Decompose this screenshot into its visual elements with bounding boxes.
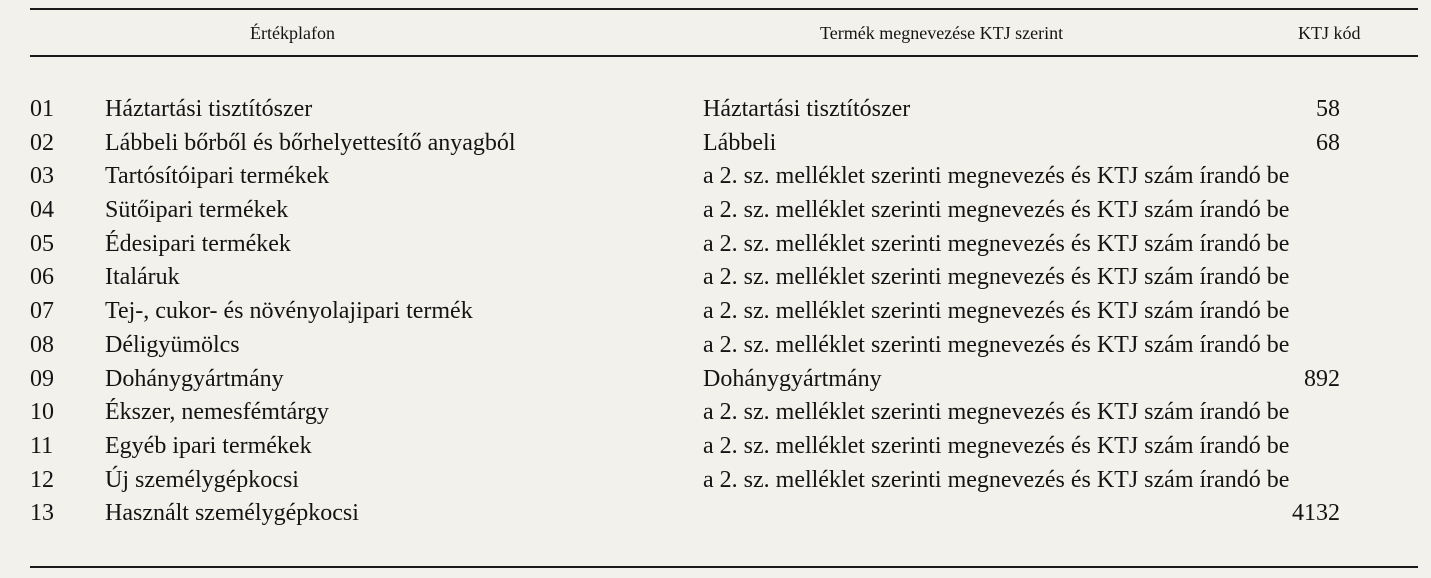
table-row [0, 464, 1431, 498]
row-ertekplafon: Tartósítóipari termékek [105, 163, 330, 190]
table-row [0, 261, 1431, 295]
row-number: 02 [30, 129, 54, 156]
row-termek: a 2. sz. melléklet szerinti megnevezés és KTJ szám írandó be [703, 163, 1290, 190]
row-ertekplafon: Tej-, cukor- és növényolajipari termék [105, 298, 473, 325]
row-number: 04 [30, 197, 54, 224]
row-ertekplafon: Egyéb ipari termékek [105, 432, 312, 459]
row-number: 07 [30, 298, 54, 325]
row-termek: a 2. sz. melléklet szerinti megnevezés és KTJ szám írandó be [703, 331, 1290, 358]
table-row [0, 194, 1431, 228]
row-termek: a 2. sz. melléklet szerinti megnevezés és KTJ szám írandó be [703, 264, 1290, 291]
table-row [0, 363, 1431, 397]
table-row [0, 93, 1431, 127]
table-row [0, 228, 1431, 262]
row-number: 06 [30, 264, 54, 291]
row-ertekplafon: Édesipari termékek [105, 230, 291, 257]
row-number: 13 [30, 500, 54, 527]
row-ertekplafon: Dohánygyártmány [105, 365, 284, 392]
row-termek: Dohánygyártmány [703, 365, 882, 392]
row-ertekplafon: Sütőipari termékek [105, 197, 289, 224]
table-row [0, 430, 1431, 464]
row-number: 12 [30, 466, 54, 493]
row-number: 01 [30, 96, 54, 122]
row-ktj-kod: 892 [1304, 365, 1340, 392]
table-row [0, 329, 1431, 363]
row-ktj-kod: 58 [1316, 96, 1340, 122]
row-number: 05 [30, 230, 54, 257]
table-row [0, 160, 1431, 194]
table-row [0, 127, 1431, 161]
row-termek: a 2. sz. melléklet szerinti megnevezés és KTJ szám írandó be [703, 197, 1290, 224]
header-ktj-kod: KTJ kód [1298, 23, 1361, 43]
table-row [0, 497, 1431, 531]
row-termek: a 2. sz. melléklet szerinti megnevezés és KTJ szám írandó be [703, 432, 1290, 459]
row-ertekplafon: Déligyümölcs [105, 331, 240, 358]
row-ertekplafon: Használt személygépkocsi [105, 500, 359, 527]
row-number: 03 [30, 163, 54, 190]
bottom-rule [30, 566, 1418, 568]
row-ertekplafon: Ékszer, nemesfémtárgy [105, 399, 329, 426]
row-ertekplafon: Háztartási tisztítószer [105, 96, 313, 122]
header-rule [30, 55, 1418, 57]
row-ertekplafon: Italáruk [105, 264, 180, 291]
table-body [0, 93, 1431, 531]
table-row [0, 295, 1431, 329]
row-termek: Lábbeli [703, 129, 777, 156]
row-termek: a 2. sz. melléklet szerinti megnevezés és KTJ szám írandó be [703, 466, 1290, 493]
row-number: 09 [30, 365, 54, 392]
table-row [0, 396, 1431, 430]
header-ertekplafon: Értékplafon [250, 23, 335, 43]
row-number: 11 [30, 432, 54, 459]
row-termek: Háztartási tisztítószer [703, 96, 911, 122]
row-number: 10 [30, 399, 54, 426]
row-ertekplafon: Lábbeli bőrből és bőrhelyettesítő anyagból [105, 129, 516, 156]
row-termek: a 2. sz. melléklet szerinti megnevezés és KTJ szám írandó be [703, 230, 1290, 257]
row-termek: a 2. sz. melléklet szerinti megnevezés és KTJ szám írandó be [703, 298, 1290, 325]
top-rule [30, 8, 1418, 10]
row-ktj-kod: 4132 [1292, 500, 1340, 527]
header-termek-megnevezese: Termék megnevezése KTJ szerint [820, 23, 1064, 43]
row-termek: a 2. sz. melléklet szerinti megnevezés és KTJ szám írandó be [703, 399, 1290, 426]
row-ktj-kod: 68 [1316, 129, 1340, 156]
row-ertekplafon: Új személygépkocsi [105, 466, 299, 493]
row-number: 08 [30, 331, 54, 358]
